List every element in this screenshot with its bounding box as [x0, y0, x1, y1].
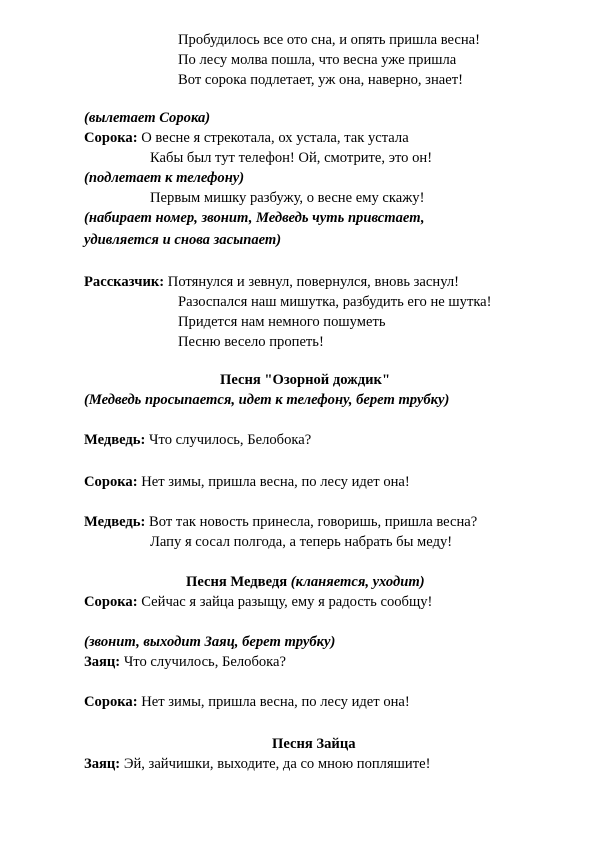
dialogue-line	[84, 512, 477, 532]
stage-direction: (звонит, выходит Заяц, берет трубку)	[84, 634, 336, 650]
speech-text: Нет зимы, пришла весна, по лесу идет она!	[137, 474, 410, 490]
speech-text: Вот так новость принесла, говоришь, пришла весна?	[145, 514, 478, 530]
verse-line: Песню весело пропеть!	[178, 334, 324, 350]
stage-direction: (Медведь просыпается, идет к телефону, берет трубку)	[84, 392, 450, 408]
dialogue-line	[84, 430, 311, 450]
stage-direction: (вылетает Сорока)	[84, 110, 211, 126]
dialogue-line	[84, 652, 286, 672]
verse-line: Пробудилось все ото сна, и опять пришла весна!	[178, 32, 481, 48]
stage-direction: (набирает номер, звонит, Медведь чуть привстает,	[84, 210, 425, 226]
dialogue-line	[84, 592, 432, 612]
speech-text: Эй, зайчишки, выходите, да со мною попляшите!	[120, 756, 431, 772]
verse-line: Кабы был тут телефон! Ой, смотрите, это он!	[150, 150, 433, 166]
speaker-name: Сорока:	[84, 130, 138, 146]
song-title: Песня Зайца	[272, 736, 356, 752]
dialogue-line	[84, 128, 409, 148]
speech-text: Сейчас я зайца разыщу, ему я радость сообщу!	[137, 594, 433, 610]
stage-direction: (кланяется, уходит)	[290, 574, 425, 590]
speaker-name: Сорока:	[84, 594, 138, 610]
speaker-name: Рассказчик:	[84, 274, 165, 290]
speech-text: О весне я стрекотала, ох устала, так устала	[137, 130, 409, 146]
stage-direction: удивляется и снова засыпает)	[84, 232, 282, 248]
dialogue-line	[84, 472, 410, 492]
dialogue-line	[84, 272, 459, 292]
speaker-name: Заяц:	[84, 756, 121, 772]
verse-line: Разоспался наш мишутка, разбудить его не шутка!	[178, 294, 492, 310]
verse-line: Первым мишку разбужу, о весне ему скажу!	[150, 190, 425, 206]
speech-text: Что случилось, Белобока?	[120, 654, 286, 670]
song-title: Песня "Озорной дождик"	[220, 372, 391, 388]
verse-line: По лесу молва пошла, что весна уже пришла	[178, 52, 457, 68]
speaker-name: Медведь:	[84, 432, 146, 448]
speaker-name: Сорока:	[84, 694, 138, 710]
dialogue-line	[84, 754, 430, 774]
speech-text: Что случилось, Белобока?	[145, 432, 312, 448]
verse-line: Придется нам немного пошуметь	[178, 314, 386, 330]
speech-text: Потянулся и зевнул, повернулся, вновь заснул!	[164, 274, 459, 290]
speaker-name: Сорока:	[84, 474, 138, 490]
song-title	[186, 572, 425, 592]
speaker-name: Медведь:	[84, 514, 146, 530]
verse-line: Лапу я сосал полгода, а теперь набрать бы меду!	[150, 534, 453, 550]
verse-line: Вот сорока подлетает, уж она, наверно, знает!	[178, 72, 463, 88]
song-title-text: Песня Медведя	[186, 574, 291, 590]
dialogue-line	[84, 692, 410, 712]
speaker-name: Заяц:	[84, 654, 121, 670]
speech-text: Нет зимы, пришла весна, по лесу идет она!	[137, 694, 410, 710]
stage-direction: (подлетает к телефону)	[84, 170, 245, 186]
